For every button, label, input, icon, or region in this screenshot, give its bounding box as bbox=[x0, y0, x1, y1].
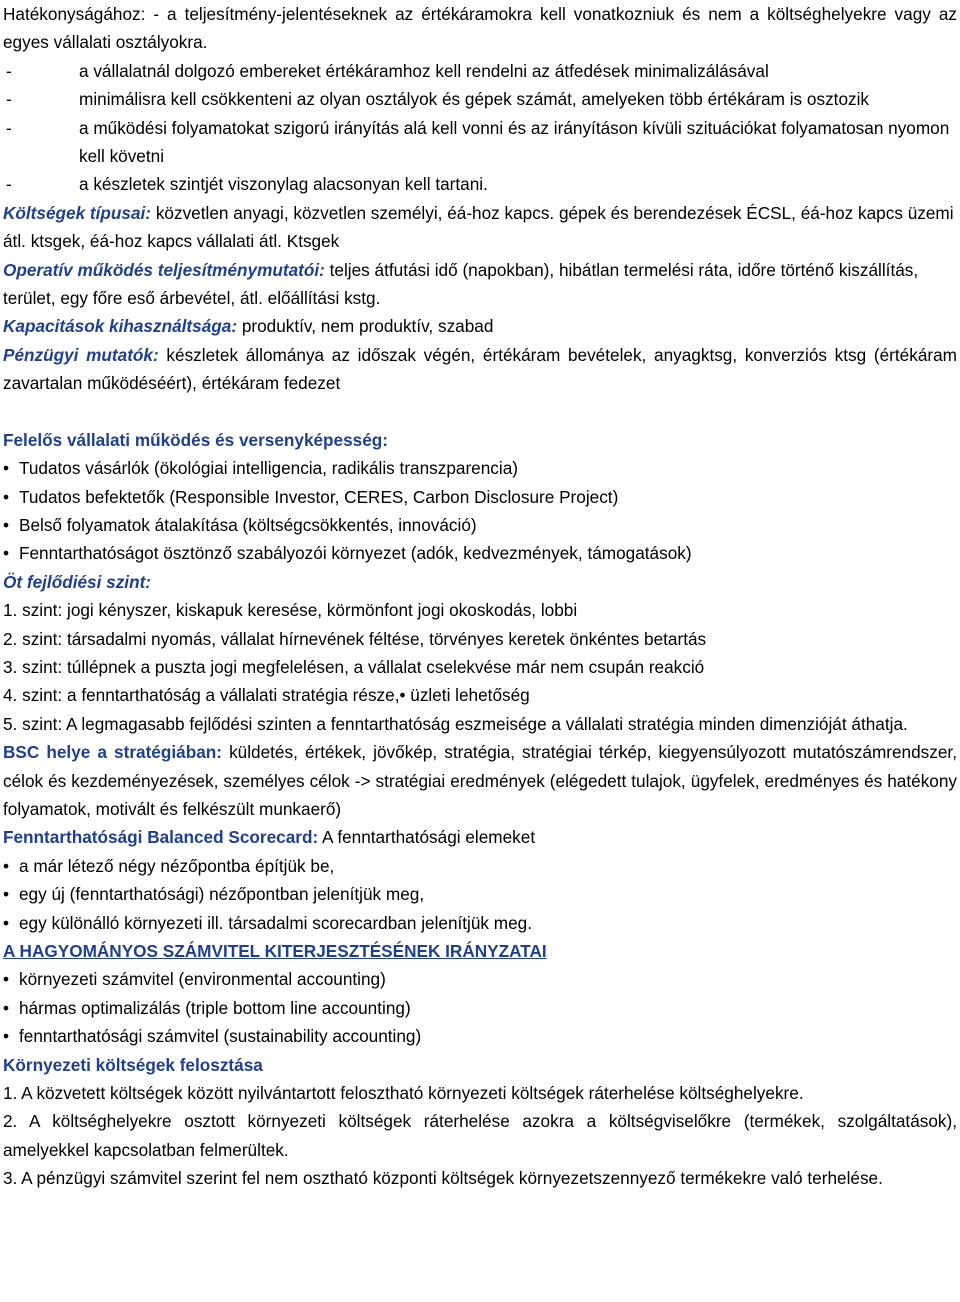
envcost-item: 3. A pénzügyi számvitel szerint fel nem osztható központi költségek környezetszennyező termékekre való terhelése. bbox=[3, 1168, 883, 1189]
dash-text: a készletek szintjét viszonylag alacsonyan kell tartani. bbox=[79, 174, 488, 195]
financial-text: készletek állománya az időszak végén, értékáram bevételek, anyagktsg, konverziós ktsg (értékáram zavartalan működéséért), értékáram fedezet bbox=[3, 344, 957, 394]
dash-item bbox=[3, 170, 957, 198]
list-item-text: Belső folyamatok átalakítása (költségcsökkentés, innováció) bbox=[19, 514, 477, 535]
bullet-icon bbox=[3, 994, 19, 1022]
list-item bbox=[3, 965, 957, 993]
list-item bbox=[3, 909, 957, 937]
list-item-text: a már létező négy nézőpontba építjük be, bbox=[19, 855, 335, 876]
dash-text: a vállalatnál dolgozó embereket értékáramhoz kell rendelni az átfedések minimalizálásával bbox=[79, 60, 769, 81]
dash-mark: - bbox=[6, 60, 12, 81]
list-item-text: Tudatos vásárlók (ökológiai intelligencia, radikális transzparencia) bbox=[19, 458, 518, 479]
cost-types-text: közvetlen anyagi, közvetlen személyi, éá-hoz kapcs. gépek és berendezések ÉCSL, éá-hoz kapcs üzemi átl. ktsgek, éá-hoz kapcs vállalati átl. Ktsgek bbox=[3, 202, 954, 252]
capacity-text: produktív, nem produktív, szabad bbox=[237, 316, 494, 337]
list-item bbox=[3, 852, 957, 880]
intro-paragraph: Hatékonyságához: - a teljesítmény-jelentéseknek az értékáramokra kell vonatkozniuk és nem a költséghelyekre vagy az egyes vállalati osztályokra. bbox=[3, 4, 957, 53]
bullet-icon bbox=[3, 1022, 19, 1050]
list-item-text: Fenntarthatóságot ösztönző szabályozói környezet (adók, kedvezmények, támogatások) bbox=[19, 543, 692, 564]
envcost-heading: Környezeti költségek felosztása bbox=[3, 1054, 263, 1075]
dash-text: a működési folyamatokat szigorú irányítás alá kell vonni és az irányításon kívüli szituációkat folyamatosan nyomon kell követni bbox=[79, 117, 950, 167]
list-item bbox=[3, 483, 957, 511]
document-page bbox=[3, 0, 957, 1193]
list-item bbox=[3, 511, 957, 539]
dash-mark: - bbox=[6, 174, 12, 195]
list-item-text: hármas optimalizálás (triple bottom line accounting) bbox=[19, 997, 411, 1018]
capacity-label: Kapacitások kihasználtsága: bbox=[3, 316, 238, 337]
list-item bbox=[3, 454, 957, 482]
accounting-heading: A HAGYOMÁNYOS SZÁMVITEL KITERJESZTÉSÉNEK IRÁNYZATAI bbox=[3, 941, 547, 961]
level-item: 3. szint: túllépnek a puszta jogi megfelelésen, a vállalat cselekvése már nem csupán reakció bbox=[3, 656, 705, 677]
bullet-icon bbox=[3, 483, 19, 511]
cost-types-label: Költségek típusai: bbox=[3, 202, 152, 223]
bullet-icon bbox=[3, 909, 19, 937]
level-item: 4. szint: a fenntarthatóság a vállalati stratégia része,• üzleti lehetőség bbox=[3, 685, 530, 706]
dash-item bbox=[3, 57, 957, 85]
list-item bbox=[3, 1022, 957, 1050]
list-item-text: környezeti számvitel (environmental accounting) bbox=[19, 969, 386, 990]
level-item: 5. szint: A legmagasabb fejlődési szinten a fenntarthatóság eszmeisége a vállalati stratégia minden dimenzióját áthatja. bbox=[3, 713, 908, 734]
bsc-label: BSC helye a stratégiában: bbox=[3, 742, 222, 763]
list-item-text: egy új (fenntarthatósági) nézőpontban jelenítjük meg, bbox=[19, 884, 425, 905]
dash-text: minimálisra kell csökkenteni az olyan osztályok és gépek számát, amelyeken több értékáram is osztozik bbox=[79, 89, 870, 110]
cost-types-paragraph bbox=[3, 199, 957, 256]
list-item bbox=[3, 539, 957, 567]
financial-paragraph bbox=[3, 341, 957, 398]
spacer bbox=[3, 398, 957, 426]
capacity-paragraph bbox=[3, 312, 957, 340]
list-item bbox=[3, 880, 957, 908]
sbsc-paragraph bbox=[3, 823, 957, 851]
operative-paragraph bbox=[3, 256, 957, 313]
bsc-text: küldetés, értékek, jövőkép, stratégia, stratégiai térkép, kiegyensúlyozott mutatószámrendszer, célok és kezdeményezések, személyes célok -> stratégiai eredmények (elégedett tulajok, ügyfelek, eredményes és hatékony folyamatok, motivált és felkészült munkaerő) bbox=[3, 742, 957, 819]
operative-label: Operatív működés teljesítménymutatói: bbox=[3, 259, 325, 280]
bullet-icon bbox=[3, 965, 19, 993]
envcost-item: 2. A költséghelyekre osztott környezeti költségek ráterhelése azokra a költségviselőkre (termékek, szolgáltatások), amelyekkel kapcsolatban felmerültek. bbox=[3, 1111, 957, 1160]
operative-text: teljes átfutási idő (napokban), hibátlan termelési ráta, időre történő kiszállítás, terület, egy főre eső árbevétel, átl. előállítási kstg. bbox=[3, 259, 919, 309]
bullet-icon bbox=[3, 539, 19, 567]
envcost-item: 1. A közvetett költségek között nyilvántartott felosztható környezeti költségek ráterhelése költséghelyekre. bbox=[3, 1083, 804, 1104]
dash-item bbox=[3, 85, 957, 113]
sbsc-text: A fenntarthatósági elemeket bbox=[318, 827, 536, 848]
levels-heading: Öt fejlődiési szint: bbox=[3, 571, 152, 592]
list-item-text: egy különálló környezeti ill. társadalmi scorecardban jelenítjük meg. bbox=[19, 912, 533, 933]
responsible-heading: Felelős vállalati működés és versenyképesség: bbox=[3, 429, 389, 450]
bullet-icon bbox=[3, 880, 19, 908]
bullet-icon bbox=[3, 852, 19, 880]
list-item-text: Tudatos befektetők (Responsible Investor, CERES, Carbon Disclosure Project) bbox=[19, 486, 619, 507]
financial-label: Pénzügyi mutatók: bbox=[3, 344, 159, 365]
dash-item bbox=[3, 114, 957, 171]
bsc-paragraph bbox=[3, 738, 957, 823]
sbsc-label: Fenntarthatósági Balanced Scorecard: bbox=[3, 827, 319, 848]
list-item-text: fenntarthatósági számvitel (sustainability accounting) bbox=[19, 1026, 422, 1047]
level-item: 1. szint: jogi kényszer, kiskapuk keresése, körmönfont jogi okoskodás, lobbi bbox=[3, 600, 578, 621]
bullet-icon bbox=[3, 511, 19, 539]
dash-mark: - bbox=[6, 89, 12, 110]
level-item: 2. szint: társadalmi nyomás, vállalat hírnevének féltése, törvényes keretek önkéntes betartás bbox=[3, 628, 707, 649]
bullet-icon bbox=[3, 454, 19, 482]
dash-mark: - bbox=[6, 117, 12, 138]
list-item bbox=[3, 994, 957, 1022]
